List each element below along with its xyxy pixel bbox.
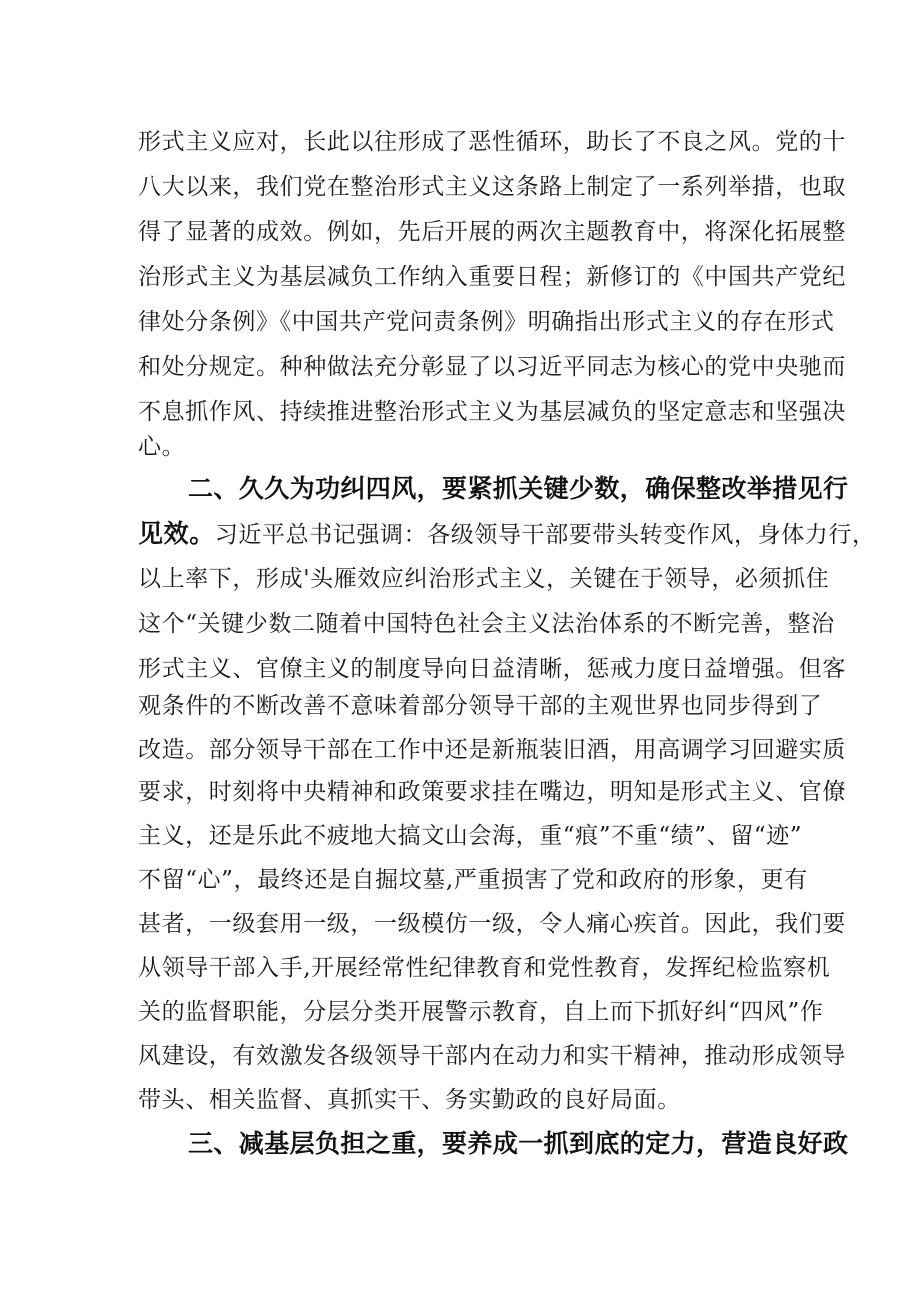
paragraph-1-line-1: 形式主义应对，长此以往形成了恶性循环，助长了不良之风。党的十 [138, 129, 846, 155]
paragraph-1-line-4: 治形式主义为基层减负工作纳入重要日程；新修订的《中国共产党纪 [138, 264, 846, 290]
section-2-line-13: 带头、相关监督、真抓实干、务实勤政的良好局面。 [138, 1087, 681, 1113]
paragraph-1-line-6: 和处分规定。种种做法充分彰显了以习近平同志为核心的党中央驰而 [138, 354, 846, 380]
paragraph-1-line-8: 心。 [138, 434, 186, 460]
section-2-line-12: 风建设，有效激发各级领导干部内在动力和实干精神，推动形成领导 [138, 1043, 846, 1069]
section-2-line-9: 甚者，一级套用一级，一级模仿一级，令人痛心疾首。因此，我们要 [138, 911, 846, 937]
section-2-line-3: 形式主义、官僚主义的制度导向日益清晰，惩戒力度日益增强。但客 [138, 656, 846, 682]
paragraph-1-line-3: 得了显著的成效。例如，先后开展的两次主题教育中，将深化拓展整 [138, 219, 846, 245]
section-2-line-4: 观条件的不断改善不意味着部分领导干部的主观世界也同步得到了 [138, 693, 823, 719]
paragraph-1-line-7: 不息抓作风、持续推进整治形式主义为基层减负的坚定意志和坚强决 [138, 399, 846, 425]
section-2-line-6: 要求，时刻将中央精神和政策要求挂在嘴边，明知是形式主义、官僚 [138, 779, 846, 805]
section-2-line-2: 这个“关键少数二随着中国特色社会主义法治体系的不断完善，整治 [138, 611, 835, 637]
section-2-line-8: 不留“心”，最终还是自掘坟墓,严重损害了党和政府的形象，更有 [138, 867, 808, 893]
section-2-heading-continuation [138, 518, 876, 550]
section-2-line-1: 以上率下，形成'头雁效应纠治形式主义，关键在于领导，必须抓住 [138, 566, 830, 592]
paragraph-1-line-2: 八大以来，我们党在整治形式主义这条路上制定了一系列举措，也取 [138, 174, 846, 200]
section-2-line-5: 改造。部分领导干部在工作中还是新瓶装旧酒，用高调学习回避实质 [138, 737, 846, 763]
section-2-heading: 二、久久为功纠四风，要紧抓关键少数，确保整改举措见行 [188, 474, 849, 503]
section-2-line-11: 关的监督职能，分层分类开展警示教育，自上而下抓好纠“四风”作 [138, 999, 824, 1025]
paragraph-1-line-5: 律处分条例》《中国共产党问责条例》明确指出形式主义的存在形式 [138, 309, 835, 335]
section-3-heading: 三、减基层负担之重，要养成一抓到底的定力，营造良好政 [188, 1129, 849, 1158]
section-2-line-10: 从领导干部入手,开展经常性纪律教育和党性教育，发挥纪检监察机 [138, 955, 831, 981]
section-2-heading-end: 见效。 [138, 519, 215, 548]
section-2-line-7: 主义，还是乐此不疲地大搞文山会海，重“痕”不重“绩”、留“迹” [138, 823, 803, 849]
section-2-body-start: 习近平总书记强调：各级领导干部要带头转变作风，身体力行， [214, 522, 876, 548]
